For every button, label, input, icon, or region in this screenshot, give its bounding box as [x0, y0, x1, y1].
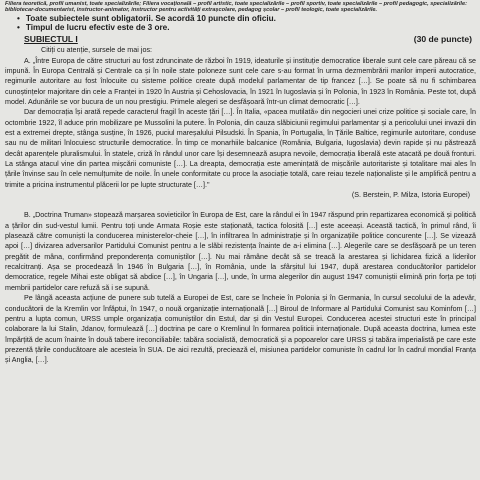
source-a-paragraph: A. „Între Europa de către structuri au fost zdruncinate de război în 1919, ideaturile și instituție democratice liberale sunt cele care păreau că se impună. În Europa Centrală și Centrale ca și în noile state poloneze sunt cele care s-au format în urma dezmembrării marilor imperii autocratice, regimurile autoritare au fost înlocuite cu sisteme politice create după modelul parlamentar de tip francez […]. Se poate să nu fi schimbarea cunoștințelor majoritare din cele a Franței in 1920 în Austria și Cehoslovacia, în 1921 în Iugoslavia și în Polonia, în 1923 în România. Peste tot, după model. Adunările se vor bucura de un nou prestigiu. Primele alegeri se desfășoară într-un climat democratic […].: [5, 56, 476, 106]
section-spacer: [5, 200, 476, 210]
source-b-paragraph: Pe lângă aceasta acțiune de punere sub tutelă a Europei de Est, care se încheie în Polonia și în Germania, în cursul secolului de la adevăr, conducătorii de la Kremlin vor înfăptui, în 1947, o nouă organizație internațională […] Biroul de Informare al Partidului Comunist sau Kominfom […] pentru a lupta comun, URSS umple organizația comuniștilor din Estul, dar și din Vestul Europei. Conducerea acestei structuri este în principal colaborare la lui Stalin, Jdanov, formulează […] doctrina pe care o Kremlinul în formarea politicii internaționale. După aceasta doctrina, lumea este împărțită de acum înainte în două tabere ireconciliabile: tabăra socialistă, democratică și a popoarelor care URSS și tabăra imperialistă pe care este prezentă țările conducătoare ale acesteia în SUA. De aici rezultă, preciează el, misiunea partidelor comuniste în cadrul lor în cadrul mondial Franța și Anglia, […].: [5, 294, 476, 365]
source-a-citation: (S. Berstein, P. Milza, Istoria Europei): [351, 191, 470, 200]
rule-mandatory-subjects: • Toate subiectele sunt obligatorii. Se acordă 10 puncte din oficiu.: [5, 14, 476, 24]
subject-heading-row: [5, 34, 476, 44]
exam-header: Filiera teoretică, profil umanist, toate specializările; Filiera vocațională – profil artistic, toate specializările – profil sportiv, toate specializările – profil pedagogic, specializările: bibliotecar-documentarist, instructor-animator, instructor pentru activități extrașcolare, pedagog școlar – profil teologic, toate specializările.: [5, 1, 467, 14]
rule-working-time: • Timpul de lucru efectiv este de 3 ore.: [5, 23, 476, 33]
source-b-paragraph: B. „Doctrina Truman» stopează marșarea sovieticilor în Europa de Est, care la rândul ei în 1947 răspund prin repartizarea economică și politică a țărilor din sud-vestul lumii. Pentru toți unde Armata Roșie este staționată, tactica folosită […] este aceeași. Această tactică, în primul rând, îi plasează către comuniști la conducerea ministerelor-cheie […], în infiltrarea în administrație și în organizațiile politice concurente […]. Se vizează apoi […] divizarea adversarilor Partidului Comunist pentru a le slăbi rezistența înainte de a-i elimina […]. Alegerile care se desfășoară pe un teren pregătit de mâna, confirmând preponderența comuniștilor […]. Nu mai rămâne decât să se treacă la arestarea și lichidarea fizică a liderilor recalcitranți. Așa se procedează în 1946 în Bulgaria […], în România, unde la sfârșitul lui 1947, după arestarea conducătorilor partidelor democratice, regele Mihai este obligat să abdice […], în Ungaria […], unde, în urma alegerilor din august 1947 comuniștii elimină prin forța pe toți membrii partidelor care refuză să i se supună.: [5, 211, 476, 292]
subject-title: SUBIECTUL I: [24, 34, 78, 45]
instructions-intro: Citiți cu atenție, sursele de mai jos:: [41, 45, 153, 55]
subject-points: (30 de puncte): [413, 34, 472, 45]
source-a-paragraph: Dar democrația își arată repede caracterul fragil în aceste țări […]. În Italia, «pacea mutilată» din negocieri unei crize politice și sociale care, în octombrie 1922, îl aduce prin mobilizare pe Mussolini la putere. În Polonia, din cauza slăbiciunii regimului parlamentar și a pericolului unei invazii din est a extremei drepte, stânga susține, în 1926, puciul mareșalului Pilsudski. În Spania, în Portugalia, în Țările Baltice, regimurile autoritare, conduse sau nu de militari înlocuiesc structurile democratice. În timp ce monarhiile balcanice (România, Bulgaria, Iugoslavia) devin rapide și nu păstrează decât aparențele pluralismului. În statele, criză în rândul unor care își desemnează asupra nevoile, democrația liberală este atacată pe două fronturi. La stânga atacul vine din partea mișcării comuniste […]. La dreapta, democrația este amenințată de mișcările autoritariste și totalitare mai ales în țările învinse sau în cele nemulțumite de noile. În unele conformitate cu proce la asociație totală, care reiau tezele naționaliste și le amplifică pentru a trimite a pricina instrumentul plăcerii lor pe lupte structurate […].": [5, 108, 476, 189]
